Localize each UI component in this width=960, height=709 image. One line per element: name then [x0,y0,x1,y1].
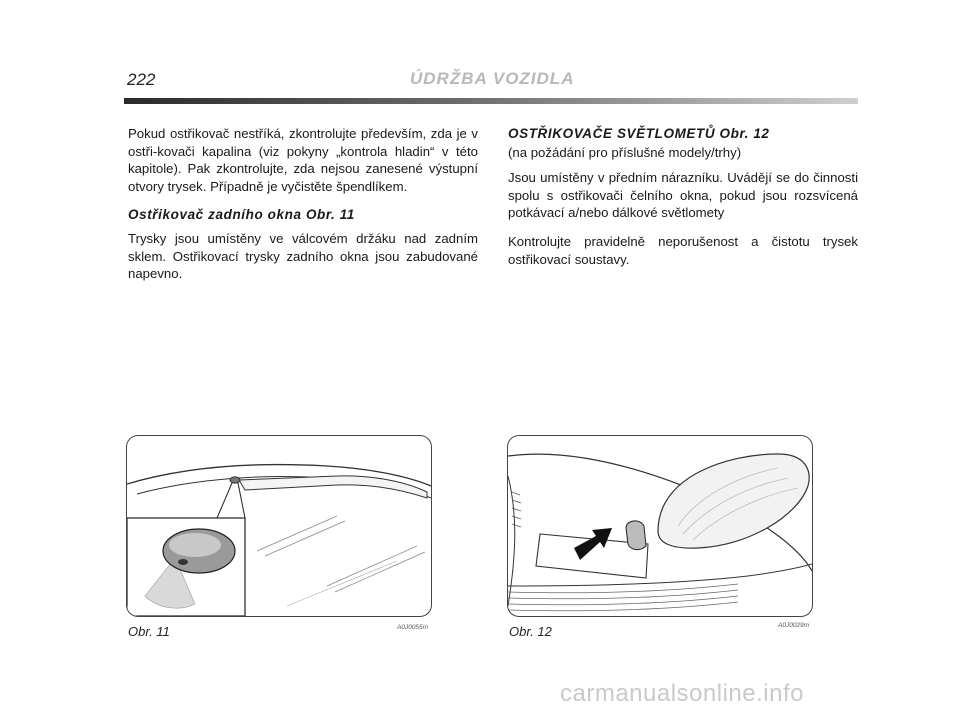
headlight-washer-paragraph-2: Kontrolujte pravidelně neporušenost a čistotu trysek ostřikovací soustavy. [508,233,858,267]
header-rule [124,98,858,104]
figure-11-illustration [126,435,432,617]
figure-12-code: A0J0029m [778,622,810,629]
page-number: 222 [127,70,156,89]
watermark: carmanualsonline.info [560,680,804,707]
intro-paragraph: Pokud ostřikovač nestříká, zkontrolujte především, zda je v ostři-kovači kapalina (viz pokyny „kontrola hladin“ v této kapitole). Pak zkontrolujte, zda nejsou zanesené výstupní otvory trysek. Případně je vyčistěte špendlíkem. [128,126,478,194]
headlight-washer-subheading: (na požádání pro příslušné modely/trhy) [508,144,742,160]
left-column [128,125,478,294]
figure-12-illustration [507,435,813,617]
section-title: ÚDRŽBA VOZIDLA [410,69,575,88]
headlight-washer-paragraph-1: Jsou umístěny v předním nárazníku. Uvádějí se do činnosti spolu s ostřikovači čelního okna, pokud jsou rozsvícená potkávací a/nebo dálkové světlomety [508,170,858,221]
right-column [508,125,858,279]
figure-11-code: A0J0055m [397,624,429,631]
rear-washer-paragraph: Trysky jsou umístěny ve válcovém držáku nad zadním sklem. Ostřikovací trysky zadního okna jsou zabudované napevno. [128,230,478,282]
figure-12-caption: Obr. 12 [509,624,552,639]
rear-washer-heading: Ostřikovač zadního okna Obr. 11 [128,207,355,223]
figure-11-caption: Obr. 11 [128,624,170,639]
headlight-washer-heading: OSTŘIKOVAČE SVĚTLOMETŮ Obr. 12 [508,126,770,141]
